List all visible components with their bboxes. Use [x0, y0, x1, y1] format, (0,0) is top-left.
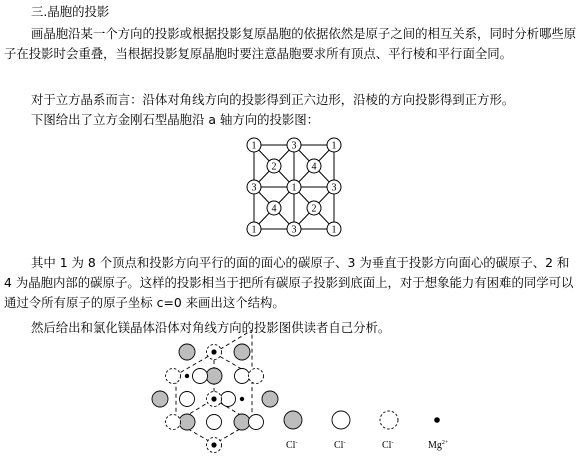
mg-atom	[240, 397, 244, 401]
cl-gray-atom	[234, 414, 250, 430]
label-edge: 3	[291, 140, 297, 152]
label-edge: 3	[291, 224, 297, 236]
legend-gray-symbol	[284, 411, 302, 429]
label-center: 1	[291, 182, 297, 194]
paragraph-mgcl2: 然后给出和氯化镁晶体沿体对角线方向的投影图供读者自己分析。	[31, 320, 391, 335]
label-corner: 1	[331, 140, 337, 152]
paragraph-intro: 画晶胞沿某一个方向的投影或根据投影复原晶胞的依据依然是原子之间的相互关系，同时分析哪些原子在投影时会重叠，当根据投影复原晶胞时要注意晶胞要求所有顶点、平行棱和平行面全同。	[4, 26, 577, 62]
cl-white-atom	[221, 392, 236, 407]
label-edge: 3	[251, 182, 257, 194]
cl-gray-atom	[152, 391, 168, 407]
mg-atom	[211, 349, 216, 354]
label-corner: 1	[251, 224, 257, 236]
cl-gray-atom	[262, 391, 278, 407]
legend-label-mg: $Mg^{2+}$	[428, 440, 449, 451]
cl-white-atom	[249, 415, 264, 430]
cl-gray-atom	[179, 414, 195, 430]
legend-label-cl-gray: Cl-	[286, 440, 298, 451]
legend-dashed-symbol	[380, 411, 398, 429]
cl-gray-atom	[234, 344, 250, 360]
label-inner: 2	[311, 203, 317, 215]
cl-white-atom	[180, 392, 195, 407]
cl-dashed-atom	[249, 369, 264, 384]
cl-white-atom	[207, 415, 222, 430]
cl-white-atom	[193, 369, 208, 384]
legend	[284, 411, 440, 429]
mg-atom	[211, 396, 216, 401]
mg-atom	[211, 442, 216, 447]
cl-dashed-atom	[166, 369, 181, 384]
label-edge: 3	[331, 182, 337, 194]
legend-white-symbol	[332, 411, 350, 429]
paragraph-explanation: 其中 1 为 8 个顶点和投影方向平行的面的面心的碳原子、3 为垂直于投影方向面心的碳原子、2 和 4 为晶胞内部的碳原子。这样的投影相当于把所有碳原子投影到底面上，对于想象能力有困难的同学可以通过令所有原子的原子坐标 c=0 来画出这个结构。	[4, 255, 574, 311]
cl-gray-atom	[206, 368, 222, 384]
section-heading: 三.晶胞的投影	[31, 4, 110, 19]
label-inner: 4	[271, 203, 277, 215]
legend-label-cl-dashed: Cl-	[382, 440, 394, 451]
cl-white-atom	[235, 369, 250, 384]
label-inner: 4	[311, 161, 317, 173]
legend-label-cl-white: Cl-	[334, 440, 346, 451]
legend-mg-symbol	[434, 417, 440, 423]
cl-gray-atom	[179, 344, 195, 360]
label-corner: 1	[331, 224, 337, 236]
paragraph-cubic: 对于立方晶系而言：沿体对角线方向的投影得到正六边形，沿棱的方向投影得到正方形。	[31, 92, 515, 107]
label-corner: 1	[251, 140, 257, 152]
mg-atom	[185, 374, 189, 378]
cl-dashed-atom	[166, 415, 181, 430]
label-inner: 2	[271, 161, 277, 173]
paragraph-diagram-intro: 下图给出了立方金刚石型晶胞沿 a 轴方向的投影图：	[31, 112, 320, 127]
